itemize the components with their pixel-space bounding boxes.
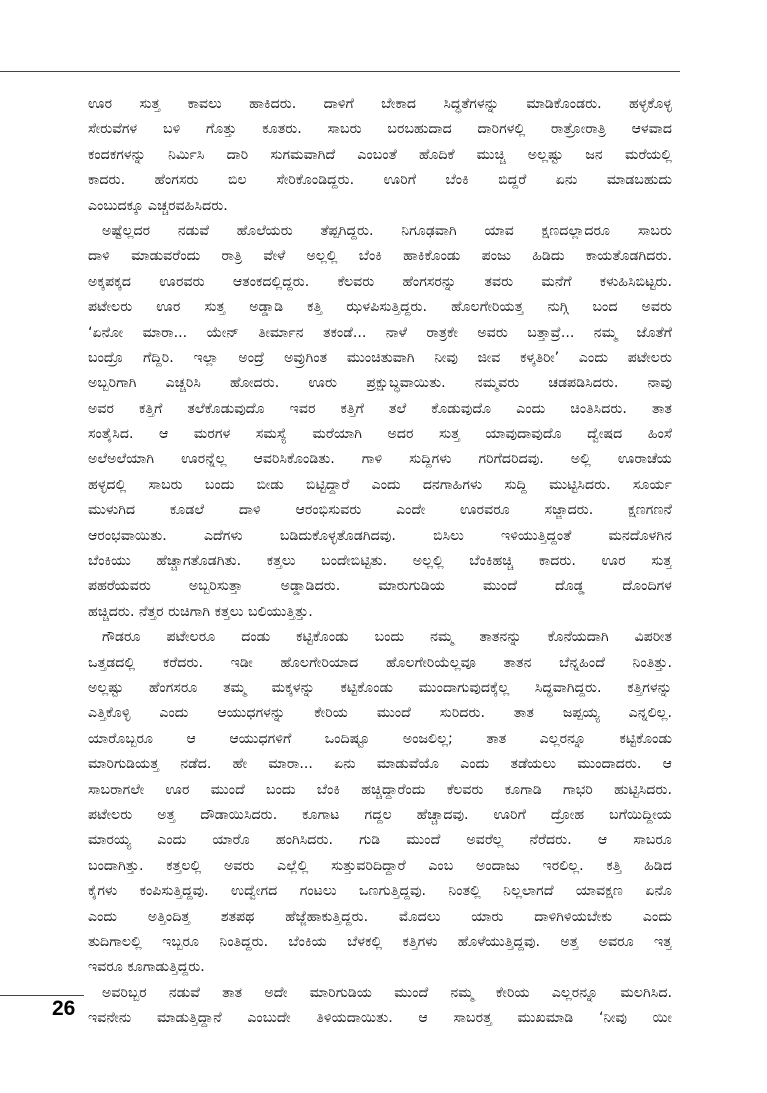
text-line: ಅಲೆಅಲೆಯಾಗಿ ಊರನ್ನೆಲ್ಲ ಆವರಿಸಿಕೊಂಡಿತು. ಗಾಳಿ ಸುದ್ದಿಗಳು ಗರಿಗೆದರಿದವು. ಅಲ್ಲಿ ಊರಾಚೆಯ — [88, 451, 672, 468]
text-line: ಬಂದ್ರೊ ಗೆದ್ದಿರಿ. ಇಲ್ಲಾ ಅಂದ್ರೆ ಅವ್ರುಗಿಂತ ಮುಂಚಿತುವಾಗಿ ನೀವು ಜೀವ ಕಳ್ಕತಿರೀ’ ಎಂದು ಪಟೇಲರು — [88, 349, 672, 366]
text-line: ಗೌಡರೂ ಪಟೇಲರೂ ದಂಡು ಕಟ್ಟಿಕೊಂಡು ಬಂದು ನಮ್ಮ ತಾತನನ್ನು ಕೊನೆಯದಾಗಿ ವಿಪರೀತ — [102, 629, 672, 646]
text-line: ಇವನೇನು ಮಾಡುತ್ತಿದ್ದಾನೆ ಎಂಬುದೇ ತಿಳಿಯದಾಯಿತು. ಆ ಸಾಬರತ್ತ ಮುಖಮಾಡಿ ‘ನೀವು ಯೀ — [88, 1010, 672, 1027]
text-line: ಮಾರಯ್ಯ ಎಂದು ಯಾರೊ ಹಂಗಿಸಿದರು. ಗುಡಿ ಮುಂದೆ ಅವರೆಲ್ಲ ನೆರೆದರು. ಆ ಸಾಬರೂ — [88, 832, 672, 849]
text-line: ಆರಂಭವಾಯಿತು. ಎದೆಗಳು ಬಡಿದುಕೊಳ್ಳತೊಡಗಿದವು. ಬಿಸಿಲು ಇಳಿಯುತ್ತಿದ್ದಂತೆ ಮನದೊಳಗಿನ — [88, 527, 672, 544]
text-line: ಸೇರುವೆಗಳ ಬಳಿ ಗೊತ್ತು ಕೂತರು. ಸಾಬರು ಬರಬಹುದಾದ ದಾರಿಗಳಲ್ಲಿ ರಾತ್ರೋರಾತ್ರಿ ಆಳವಾದ — [88, 121, 672, 138]
text-line: ಅವರಿಬ್ಬರ ನಡುವೆ ತಾತ ಅದೇ ಮಾರಿಗುಡಿಯ ಮುಂದೆ ನಮ್ಮ ಕೇರಿಯ ಎಲ್ಲರನ್ನೂ ಮಲಗಿಸಿದ. — [102, 984, 672, 1001]
text-line: ಅವರ ಕತ್ತಿಗೆ ತಲೆಕೊಡುವುದೊ ಇವರ ಕತ್ತಿಗೆ ತಲೆ ಕೊಡುವುದೊ ಎಂದು ಚಿಂತಿಸಿದರು. ತಾತ — [88, 400, 672, 417]
text-line: ಕೈಗಳು ಕಂಪಿಸುತ್ತಿದ್ದವು. ಉದ್ವೇಗದ ಗಂಟಲು ಒಣಗುತ್ತಿದ್ದವು. ನಿಂತಲ್ಲಿ ನಿಲ್ಲಲಾಗದೆ ಯಾವಕ್ಷಣ ಏನೊ — [88, 883, 672, 900]
text-line: ಒತ್ತಡದಲ್ಲಿ ಕರೆದರು. ಇಡೀ ಹೊಲಗೇರಿಯಾದ ಹೊಲಗೇರಿಯೆಲ್ಲವೂ ತಾತನ ಬೆನ್ನಹಿಂದೆ ನಿಂತಿತ್ತು. — [88, 654, 672, 671]
text-line: ಎಂಬುದಕ್ಕೂ ಎಚ್ಚರವಹಿಸಿದರು. — [88, 197, 228, 214]
top-rule — [0, 71, 680, 72]
text-line: ಕಾದರು. ಹೆಂಗಸರು ಬಿಲ ಸೇರಿಕೊಂಡಿದ್ದರು. ಊರಿಗೆ ಬೆಂಕಿ ಬಿದ್ದರೆ ಏನು ಮಾಡಬಹುದು — [88, 172, 672, 189]
text-line: ದಾಳಿ ಮಾಡುವರೆಂದು ರಾತ್ರಿ ವೇಳೆ ಅಲ್ಲಲ್ಲಿ ಬೆಂಕಿ ಹಾಕಿಕೊಂಡು ಪಂಜು ಹಿಡಿದು ಕಾಯತೊಡಗಿದರು. — [88, 248, 672, 265]
text-line: ಪಹರೆಯವರು ಅಬ್ಬರಿಸುತ್ತಾ ಅಡ್ಡಾಡಿದರು. ಮಾರುಗುಡಿಯ ಮುಂದೆ ದೊಡ್ಡ ದೊಂದಿಗಳ — [88, 578, 672, 595]
text-line: ಹಳ್ಳದಲ್ಲಿ ಸಾಬರು ಬಂದು ಬೀಡು ಬಿಟ್ಟಿದ್ದಾರೆ ಎಂದು ದನಗಾಹಿಗಳು ಸುದ್ದಿ ಮುಟ್ಟಿಸಿದರು. ಸೂರ್ಯ — [88, 476, 672, 493]
text-line: ಅಬ್ಬರಿಗಾಗಿ ಎಚ್ಚರಿಸಿ ಹೋದರು. ಊರು ಪ್ರಕ್ಷುಬ್ಧವಾಯಿತು. ನಮ್ಮವರು ಚಡಪಡಿಸಿದರು. ನಾವು — [88, 375, 672, 392]
text-line: ಬೆಂಕಿಯು ಹೆಚ್ಚಾಗತೊಡಗಿತು. ಕತ್ತಲು ಬಂದೇಬಿಟ್ಟಿತು. ಅಲ್ಲಲ್ಲಿ ಬೆಂಕಿಹಚ್ಚಿ ಕಾದರು. ಊರ ಸುತ್ತ — [88, 553, 672, 570]
paragraph — [88, 219, 672, 625]
text-line: ಯಾರೊಬ್ಬರೂ ಆ ಆಯುಧಗಳಿಗೆ ಒಂದಿಷ್ಟೂ ಅಂಜಲಿಲ್ಲ; ತಾತ ಎಲ್ಲರನ್ನೂ ಕಟ್ಟಿಕೊಂಡು — [88, 730, 672, 747]
text-line: ಎಂದು ಅತ್ತಿಂದಿತ್ತ ಶತಪಥ ಹೆಜ್ಜೆಹಾಕುತ್ತಿದ್ದರು. ಮೊದಲು ಯಾರು ದಾಳಿಗಿಳಿಯಬೇಕು ಎಂದು — [88, 908, 672, 925]
text-line: ಸಂತೈಸಿದ. ಆ ಮರಗಳ ಸಮಸ್ಯೆ ಮರೆಯಾಗಿ ಅದರ ಸುತ್ತ ಯಾವುದಾವುದೊ ದ್ವೇಷದ ಹಿಂಸೆ — [88, 426, 672, 443]
text-line: ಸಾಬರಾಗಲೇ ಊರ ಮುಂದೆ ಬಂದು ಬೆಂಕಿ ಹಚ್ಚಿದ್ದಾರೆಂದು ಕೆಲವರು ಕೂಗಾಡಿ ಗಾಭರಿ ಹುಟ್ಟಿಸಿದರು. — [88, 781, 672, 798]
paragraph — [88, 981, 672, 1032]
text-line: ತುದಿಗಾಲಲ್ಲಿ ಇಬ್ಬರೂ ನಿಂತಿದ್ದರು. ಬೆಂಕಿಯ ಬೆಳಕಲ್ಲಿ ಕತ್ತಿಗಳು ಹೊಳೆಯುತ್ತಿದ್ದವು. ಅತ್ತ ಅವರೂ ಇತ್ತ — [88, 933, 672, 950]
text-line: ಅಲ್ಲಷ್ಟು ಹೆಂಗಸರೂ ತಮ್ಮ ಮಕ್ಕಳನ್ನು ಕಟ್ಟಿಕೊಂಡು ಮುಂದಾಗುವುದಕ್ಕೆಲ್ಲ ಸಿದ್ಧವಾಗಿದ್ದರು. ಕತ್ತಿಗಳನ್ನು — [88, 679, 672, 696]
text-line: ಕಂದಕಗಳನ್ನು ನಿರ್ಮಿಸಿ ದಾರಿ ಸುಗಮವಾಗಿದೆ ಎಂಬಂತೆ ಹೊದಿಕೆ ಮುಚ್ಚಿ ಅಲ್ಲಷ್ಟು ಜನ ಮರೆಯಲ್ಲಿ — [88, 146, 672, 163]
paragraph — [88, 92, 672, 219]
text-line: ಮುಳುಗಿದ ಕೂಡಲೆ ದಾಳಿ ಆರಂಭಿಸುವರು ಎಂದೇ ಊರವರೂ ಸಜ್ಜಾದರು. ಕ್ಷಣಗಣನೆ — [88, 502, 672, 519]
page-number: 26 — [52, 997, 76, 1020]
text-line: ಎತ್ತಿಕೊಳ್ಳಿ ಎಂದು ಆಯುಧಗಳನ್ನು ಕೇರಿಯ ಮುಂದೆ ಸುರಿದರು. ತಾತ ಜಪ್ಪಯ್ಯ ಎನ್ನಲಿಲ್ಲ. — [88, 705, 672, 722]
text-line: ಪಟೇಲರು ಅತ್ತ ದೌಡಾಯಿಸಿದರು. ಕೂಗಾಟ ಗದ್ದಲ ಹೆಚ್ಚಾದವು. ಊರಿಗೆ ದ್ರೋಹ ಬಗೆಯಿದ್ದೀಯ — [88, 806, 672, 823]
text-line: ‘ಏನೋ ಮಾರಾ... ಯೇನ್ ತೀರ್ಮಾನ ತಕಂಡೆ... ನಾಳೆ ರಾತ್ರಕೇ ಅವರು ಬತ್ತಾವ್ರೆ... ನಮ್ಮ ಜೊತೆಗೆ — [88, 324, 672, 341]
text-line: ಪಟೇಲರು ಊರ ಸುತ್ತ ಅಡ್ಡಾಡಿ ಕತ್ತಿ ಝಳಪಿಸುತ್ತಿದ್ದರು. ಹೊಲಗೇರಿಯತ್ತ ನುಗ್ಗಿ ಬಂದ ಅವರು — [88, 299, 672, 316]
text-line: ಹಚ್ಚಿದರು. ನೆತ್ತರ ರುಚಿಗಾಗಿ ಕತ್ತಲು ಬಲಿಯುತ್ತಿತ್ತು. — [88, 603, 313, 620]
text-line: ಇವರೂ ಕೂಗಾಡುತ್ತಿದ್ದರು. — [88, 959, 205, 976]
text-line: ಊರ ಸುತ್ತ ಕಾವಲು ಹಾಕಿದರು. ದಾಳಿಗೆ ಬೇಕಾದ ಸಿದ್ಧತೆಗಳನ್ನು ಮಾಡಿಕೊಂಡರು. ಹಳ್ಳಕೊಳ್ಳ — [88, 96, 672, 112]
text-line: ಬಂದಾಗಿತ್ತು. ಕತ್ತಲಲ್ಲಿ ಅವರು ಎಲ್ಲೆಲ್ಲಿ ಸುತ್ತುವರಿದಿದ್ದಾರೆ ಎಂಬ ಅಂದಾಜು ಇರಲಿಲ್ಲ. ಕತ್ತಿ ಹಿಡಿದ — [88, 857, 672, 874]
text-line: ಅಷ್ಟೆಲ್ಲದರ ನಡುವೆ ಹೊಲೆಯರು ತೆಪ್ಪಗಿದ್ದರು. ನಿಗೂಢವಾಗಿ ಯಾವ ಕ್ಷಣದಲ್ಲಾದರೂ ಸಾಬರು — [102, 222, 672, 239]
text-line: ಮಾರಿಗುಡಿಯತ್ತ ನಡೆದ. ಹೇ ಮಾರಾ... ಏನು ಮಾಡುವೆಯೊ ಎಂದು ತಡೆಯಲು ಮುಂದಾದರು. ಆ — [88, 756, 672, 773]
text-line: ಅಕ್ಕಪಕ್ಕದ ಊರವರು ಆತಂಕದಲ್ಲಿದ್ದರು. ಕೆಲವರು ಹೆಂಗಸರನ್ನು ತವರು ಮನೆಗೆ ಕಳುಹಿಸಿಬಿಟ್ಟರು. — [88, 273, 672, 290]
body-text — [88, 92, 672, 1031]
paragraph — [88, 625, 672, 980]
